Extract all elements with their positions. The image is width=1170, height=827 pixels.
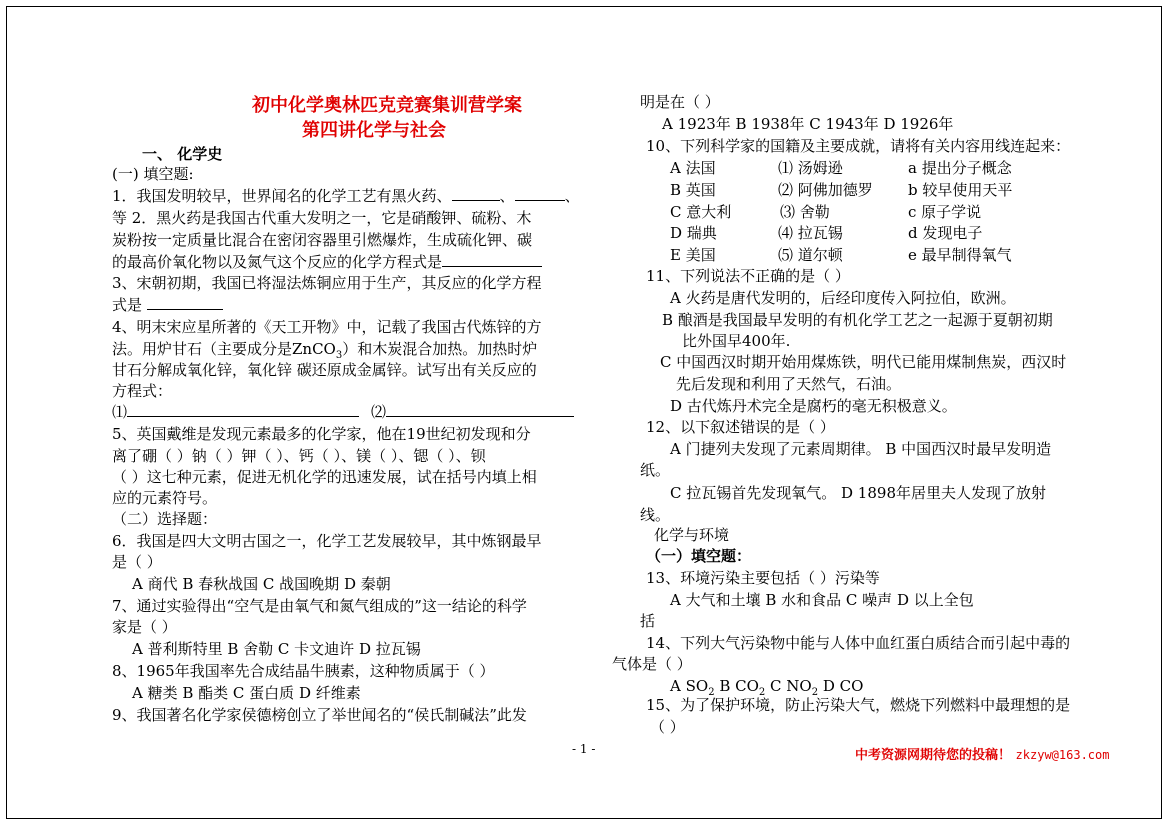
- q9-line2: 明是在（ ）: [640, 93, 720, 111]
- q8-options: A 糖类 B 酯类 C 蛋白质 D 纤维素: [132, 684, 361, 702]
- lesson-title: 第四讲化学与社会: [302, 120, 446, 141]
- q7-options: A 普利斯特里 B 舍勒 C 卡文迪许 D 拉瓦锡: [132, 640, 421, 658]
- q4-line1: 4、明末宋应星所著的《天工开物》中，记载了我国古代炼锌的方: [112, 318, 542, 336]
- q4-line5: ⑴ ⑵: [112, 402, 574, 422]
- q5-line4: 应的元素符号。: [112, 489, 218, 507]
- choice-heading: （二）选择题：: [112, 510, 218, 528]
- q10-row-5-country: E 美国: [670, 246, 716, 264]
- q10-row-3-achievement: c 原子学说: [908, 203, 982, 221]
- main-title: 初中化学奥林匹克竞赛集训营学案: [252, 95, 522, 116]
- q7-line1: 7、通过实验得出“空气是由氧气和氮气组成的”这一结论的科学: [112, 597, 527, 615]
- q11-option-d: D 古代炼丹术完全是腐朽的毫无积极意义。: [670, 397, 957, 415]
- q14-line2: 气体是（ ）: [612, 655, 692, 673]
- q5-line1: 5、英国戴维是发现元素最多的化学家，他在19世纪初发现和分: [112, 425, 531, 443]
- fill-heading: (一) 填空题:: [112, 165, 194, 183]
- q10-row-2-country: B 英国: [670, 181, 716, 199]
- page-number: - 1 -: [572, 742, 596, 756]
- q15-line1: 15、为了保护环境，防止污染大气，燃烧下列燃料中最理想的是: [646, 696, 1071, 714]
- q4-line3: 甘石分解成氧化锌，氧化锌 碳还原成金属锌。试写出有关反应的: [112, 361, 537, 379]
- q10-row-1-country: A 法国: [670, 159, 716, 177]
- q1-line4: 的最高价氧化物以及氮气这个反应的化学方程式是: [112, 252, 542, 272]
- q5-line3: （ ）这七种元素，促进无机化学的迅速发展，试在括号内填上相: [112, 468, 537, 486]
- q10-line: 10、下列科学家的国籍及主要成就，请将有关内容用线连起来：: [646, 137, 1071, 155]
- q13-line: 13、环境污染主要包括（ ）污染等: [646, 569, 880, 587]
- q10-row-4-country: D 瑞典: [670, 224, 717, 242]
- q12-line: 12、以下叙述错误的是（ ）: [646, 418, 835, 436]
- q7-line2: 家是（ ）: [112, 618, 177, 636]
- q14-options: A $SO_2$ B $CO_2$ C $NO_2$ D CO: [670, 677, 864, 698]
- footer-promo: 中考资源网期待您的投稿！ zkzyw@163.com: [855, 748, 1110, 763]
- q10-row-4-scientist: ⑷ 拉瓦锡: [778, 224, 843, 242]
- footer-email: zkzyw@163.com: [1015, 748, 1110, 762]
- q1-line3: 炭粉按一定质量比混合在密闭容器里引燃爆炸，生成硫化钾、碳: [112, 231, 533, 249]
- q13-options-cont: 括: [640, 612, 656, 630]
- section-heading-environment: 化学与环境: [654, 526, 730, 544]
- section-heading-history: 一、 化学史: [142, 145, 223, 163]
- q11-option-c2: 先后发现和利用了天然气，石油。: [676, 375, 902, 393]
- q13-options: A 大气和土壤 B 水和食品 C 噪声 D 以上全包: [670, 591, 974, 609]
- q5-line2: 离了硼（ ）钠（ ）钾（ ）、钙（ ）、镁（ ）、锶（ ）、钡: [112, 447, 486, 465]
- q11-line: 11、下列说法不正确的是（ ）: [646, 267, 850, 285]
- q6-line1: 6．我国是四大文明古国之一，化学工艺发展较早，其中炼钢最早: [112, 532, 542, 550]
- q10-row-3-country: C 意大利: [670, 203, 732, 221]
- q10-row-2-achievement: b 较早使用天平: [908, 181, 1013, 199]
- q4-line2: 法。用炉甘石（主要成分是ZnCO$_3$）和木炭混合加热。加热时炉: [112, 340, 538, 361]
- q3-line2: 式是: [112, 295, 223, 315]
- q10-row-5-scientist: ⑸ 道尔顿: [778, 246, 843, 264]
- q11-option-c1: C 中国西汉时期开始用煤炼铁，明代已能用煤制焦炭，西汉时: [660, 353, 1067, 371]
- q12-options-cd-cont: 线。: [640, 506, 671, 524]
- q9-line1: 9、我国著名化学家侯德榜创立了举世闻名的“侯氏制碱法”此发: [112, 706, 527, 724]
- q10-row-5-achievement: e 最早制得氧气: [908, 246, 1012, 264]
- q12-options-ab: A 门捷列夫发现了元素周期律。 B 中国西汉时最早发明造: [670, 440, 1052, 458]
- q11-option-b1: B 酿酒是我国最早发明的有机化学工艺之一起源于夏朝初期: [662, 311, 1053, 329]
- q12-options-cd: C 拉瓦锡首先发现氧气。 D 1898年居里夫人发现了放射: [670, 484, 1046, 502]
- q6-options: A 商代 B 春秋战国 C 战国晚期 D 秦朝: [132, 575, 391, 593]
- q10-row-2-scientist: ⑵ 阿佛加德罗: [778, 181, 873, 199]
- q10-row-4-achievement: d 发现电子: [908, 224, 983, 242]
- q9-options: A 1923年 B 1938年 C 1943年 D 1926年: [662, 115, 954, 133]
- q15-line2: （ ）: [650, 718, 685, 736]
- q11-option-b2: 比外国早400年.: [682, 332, 791, 350]
- q6-line2: 是（ ）: [112, 553, 162, 571]
- q10-row-1-scientist: ⑴ 汤姆逊: [778, 159, 843, 177]
- q1-line1: 1．我国发明较早，世界闻名的化学工艺有黑火药、 、 、: [112, 187, 580, 205]
- q12-options-ab-cont: 纸。: [640, 461, 671, 479]
- q1-line2: 等 2．黑火药是我国古代重大发明之一，它是硝酸钾、硫粉、木: [112, 209, 532, 227]
- q10-row-1-achievement: a 提出分子概念: [908, 159, 1012, 177]
- q14-line1: 14、下列大气污染物中能与人体中血红蛋白质结合而引起中毒的: [646, 634, 1071, 652]
- fill-heading-2: （一）填空题：: [646, 547, 752, 565]
- q4-line4: 方程式：: [112, 382, 173, 400]
- q11-option-a: A 火药是唐代发明的，后经印度传入阿拉伯，欧洲。: [670, 289, 1016, 307]
- q8-line1: 8、1965年我国率先合成结晶牛胰素，这种物质属于（ ）: [112, 662, 495, 680]
- q10-row-3-scientist: ⑶ 舍勒: [780, 203, 830, 221]
- q3-line1: 3、宋朝初期，我国已将湿法炼铜应用于生产，其反应的化学方程: [112, 274, 542, 292]
